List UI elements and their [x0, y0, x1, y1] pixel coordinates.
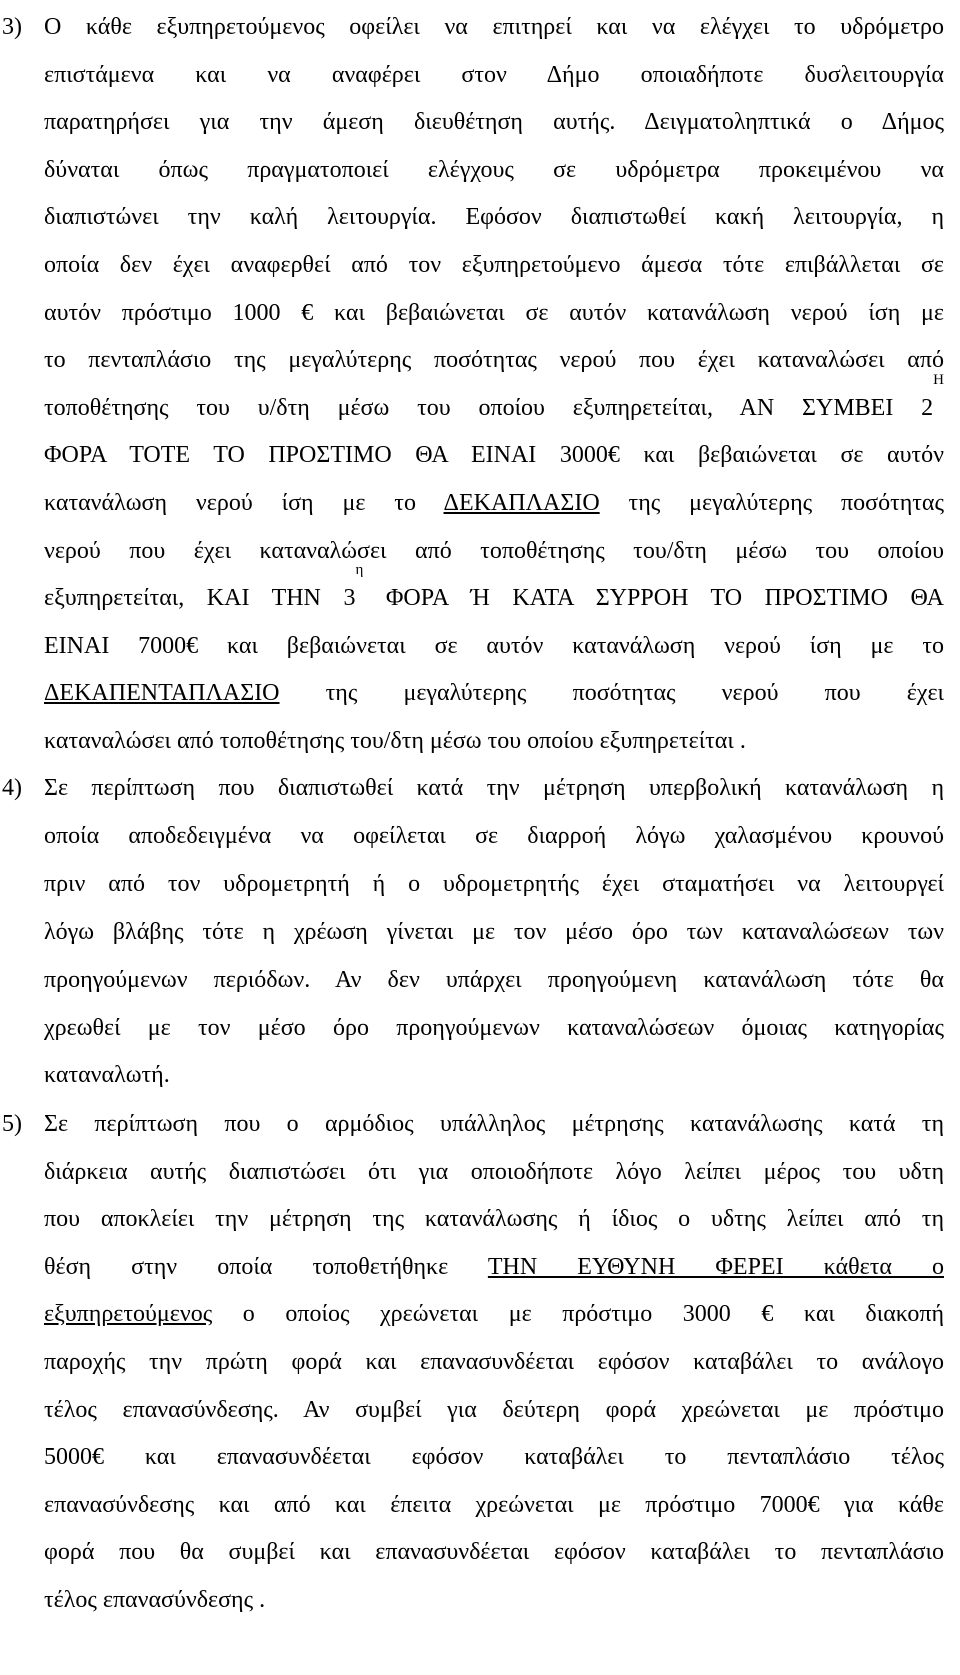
line-text: Ο κάθε εξυπηρετούμενος οφείλει να επιτηρεί και να ελέγχει το υδρόμετρο — [44, 14, 944, 40]
line-text: καταναλωτή. — [44, 1062, 170, 1089]
text-line — [44, 371, 944, 432]
line-text: νερού που έχει καταναλώσει από τοποθέτησης του/δτη μέσω του οποίου — [44, 537, 944, 564]
text-line — [44, 1149, 944, 1196]
text-line — [44, 623, 944, 670]
line-text: δύναται όπως πραγματοποιεί ελέγχους σε υδρόμετρα προκειμένου να — [44, 156, 944, 183]
line-text: τέλος επανασύνδεσης. Αν συμβεί για δεύτερη φορά χρεώνεται με πρόστιμο — [44, 1396, 944, 1423]
text-line — [44, 813, 944, 860]
text-line — [44, 1196, 944, 1243]
text-line — [44, 1482, 944, 1529]
line-text: το πενταπλάσιο της μεγαλύτερης ποσότητας νερού που έχει καταναλώσει από — [44, 347, 944, 374]
text-line — [44, 1052, 944, 1099]
text-line — [44, 1244, 944, 1291]
line-text: Σε περίπτωση που ο αρμόδιος υπάλληλος μέτρησης κατανάλωσης κατά τη — [44, 1111, 944, 1137]
text-line — [44, 147, 944, 194]
text-line — [44, 4, 944, 51]
underlined-text: εξυπηρετούμενος — [44, 1301, 213, 1328]
text-line — [44, 242, 944, 289]
line-text: τέλος επανασύνδεσης . — [44, 1587, 266, 1613]
text-line — [44, 528, 944, 575]
text-line — [44, 1005, 944, 1052]
text-line — [44, 957, 944, 1004]
line-text: επανασύνδεσης και από και έπειτα χρεώνεται με πρόστιμο 7000€ για κάθε — [44, 1491, 944, 1518]
text-line — [44, 337, 944, 384]
text-line — [44, 1101, 944, 1148]
text-line — [44, 99, 944, 146]
line-text: 5000€ και επανασυνδέεται εφόσον καταβάλει το πενταπλάσιο τέλος — [44, 1444, 944, 1471]
line-text: οποία αποδεδειγμένα να οφείλεται σε διαρροή λόγω χαλασμένου κρουνού — [44, 822, 944, 849]
line-text: τοποθέτησης του υ/δτη μέσω του οποίου εξυπηρετείται, ΑΝ ΣΥΜΒΕΙ 2 — [44, 394, 934, 421]
line-text: Σε περίπτωση που διαπιστωθεί κατά την μέτρηση υπερβολική κατανάλωση η — [44, 775, 944, 801]
line-text: φορά που θα συμβεί και επανασυνδέεται εφόσον καταβάλει το πενταπλάσιο — [44, 1539, 944, 1566]
line-text: κατανάλωση νερού ίση με το — [44, 490, 444, 516]
text-line — [44, 670, 944, 717]
text-line — [44, 1291, 944, 1338]
line-text: οποία δεν έχει αναφερθεί από τον εξυπηρετούμενο άμεσα τότε επιβάλλεται σε — [44, 252, 944, 278]
line-text-continued: ο οποίος χρεώνεται με πρόστιμο 3000 € και διακοπή — [212, 1301, 944, 1328]
line-text: πριν από τον υδρομετρητή ή ο υδρομετρητής έχει σταματήσει να λειτουργεί — [44, 870, 944, 897]
text-line — [44, 1434, 944, 1481]
line-text-continued: της μεγαλύτερης ποσότητας νερού που έχει — [279, 680, 944, 707]
text-line — [44, 1339, 944, 1386]
text-line — [44, 562, 944, 622]
line-text: προηγούμενων περιόδων. Αν δεν υπάρχει προηγούμενη κατανάλωση τότε θα — [44, 966, 944, 993]
line-text: θέση στην οποία τοποθετήθηκε — [44, 1253, 488, 1280]
item-number: 4) — [2, 775, 22, 801]
line-text: διάρκεια αυτής διαπιστώσει ότι για οποιοδήποτε λόγο λείπει μέρος του υδτη — [44, 1158, 944, 1185]
text-line — [44, 290, 944, 337]
text-line — [44, 1529, 944, 1576]
line-text: επιστάμενα και να αναφέρει στον Δήμο οποιαδήποτε δυσλειτουργία — [44, 61, 944, 88]
text-line — [44, 909, 944, 956]
text-line — [44, 432, 944, 479]
superscript: η — [355, 562, 364, 579]
line-text: ΦΟΡΑ ΤΟΤΕ ΤΟ ΠΡΟΣΤΙΜΟ ΘΑ ΕΙΝΑΙ 3000€ και βεβαιώνεται σε αυτόν — [44, 442, 944, 469]
underlined-text: ΤΗΝ ΕΥΘΥΝΗ ΦΕΡΕΙ κάθετα ο — [487, 1253, 944, 1280]
line-text: παροχής την πρώτη φορά και επανασυνδέεται εφόσον καταβάλει το ανάλογο — [44, 1349, 944, 1375]
text-line — [44, 52, 944, 99]
underlined-text: ΔΕΚΑΠΕΝΤΑΠΛΑΣΙΟ — [44, 680, 280, 707]
line-text: εξυπηρετείται, ΚΑΙ ΤΗΝ 3 — [44, 585, 356, 612]
text-line — [44, 194, 944, 241]
line-text-continued: ΦΟΡΑ Ή ΚΑΤΑ ΣΥΡΡΟΗ ΤΟ ΠΡΟΣΤΙΜΟ ΘΑ — [363, 585, 944, 612]
text-line — [44, 718, 944, 765]
line-text: παρατηρήσει για την άμεση διευθέτηση αυτής. Δειγματοληπτικά ο Δήμος — [44, 109, 944, 136]
text-line — [44, 1577, 944, 1624]
underlined-text: ΔΕΚΑΠΛΑΣΙΟ — [443, 490, 600, 516]
text-line — [44, 765, 944, 812]
text-line — [44, 1387, 944, 1434]
line-text-continued: της μεγαλύτερης ποσότητας — [599, 490, 944, 516]
line-text: που αποκλείει την μέτρηση της κατανάλωσης ή ίδιος ο υδτης λείπει από τη — [44, 1206, 944, 1233]
item-number: 5) — [2, 1111, 22, 1137]
line-text: αυτόν πρόστιμο 1000 € και βεβαιώνεται σε αυτόν κατανάλωση νερού ίση με — [44, 299, 944, 326]
line-text: χρεωθεί με τον μέσο όρο προηγούμενων καταναλώσεων όμοιας κατηγορίας — [44, 1014, 944, 1041]
line-text: ΕΙΝΑΙ 7000€ και βεβαιώνεται σε αυτόν κατανάλωση νερού ίση με το — [44, 632, 944, 659]
line-text: καταναλώσει από τοποθέτησης του/δτη μέσω του οποίου εξυπηρετείται . — [44, 728, 746, 754]
text-line — [44, 861, 944, 908]
text-line — [44, 480, 944, 527]
item-number: 3) — [2, 14, 22, 40]
line-text: λόγω βλάβης τότε η χρέωση γίνεται με τον μέσο όρο των καταναλώσεων των — [44, 918, 944, 945]
superscript: Η — [933, 371, 944, 388]
line-text: διαπιστώνει την καλή λειτουργία. Εφόσον διαπιστωθεί κακή λειτουργία, η — [44, 204, 944, 231]
